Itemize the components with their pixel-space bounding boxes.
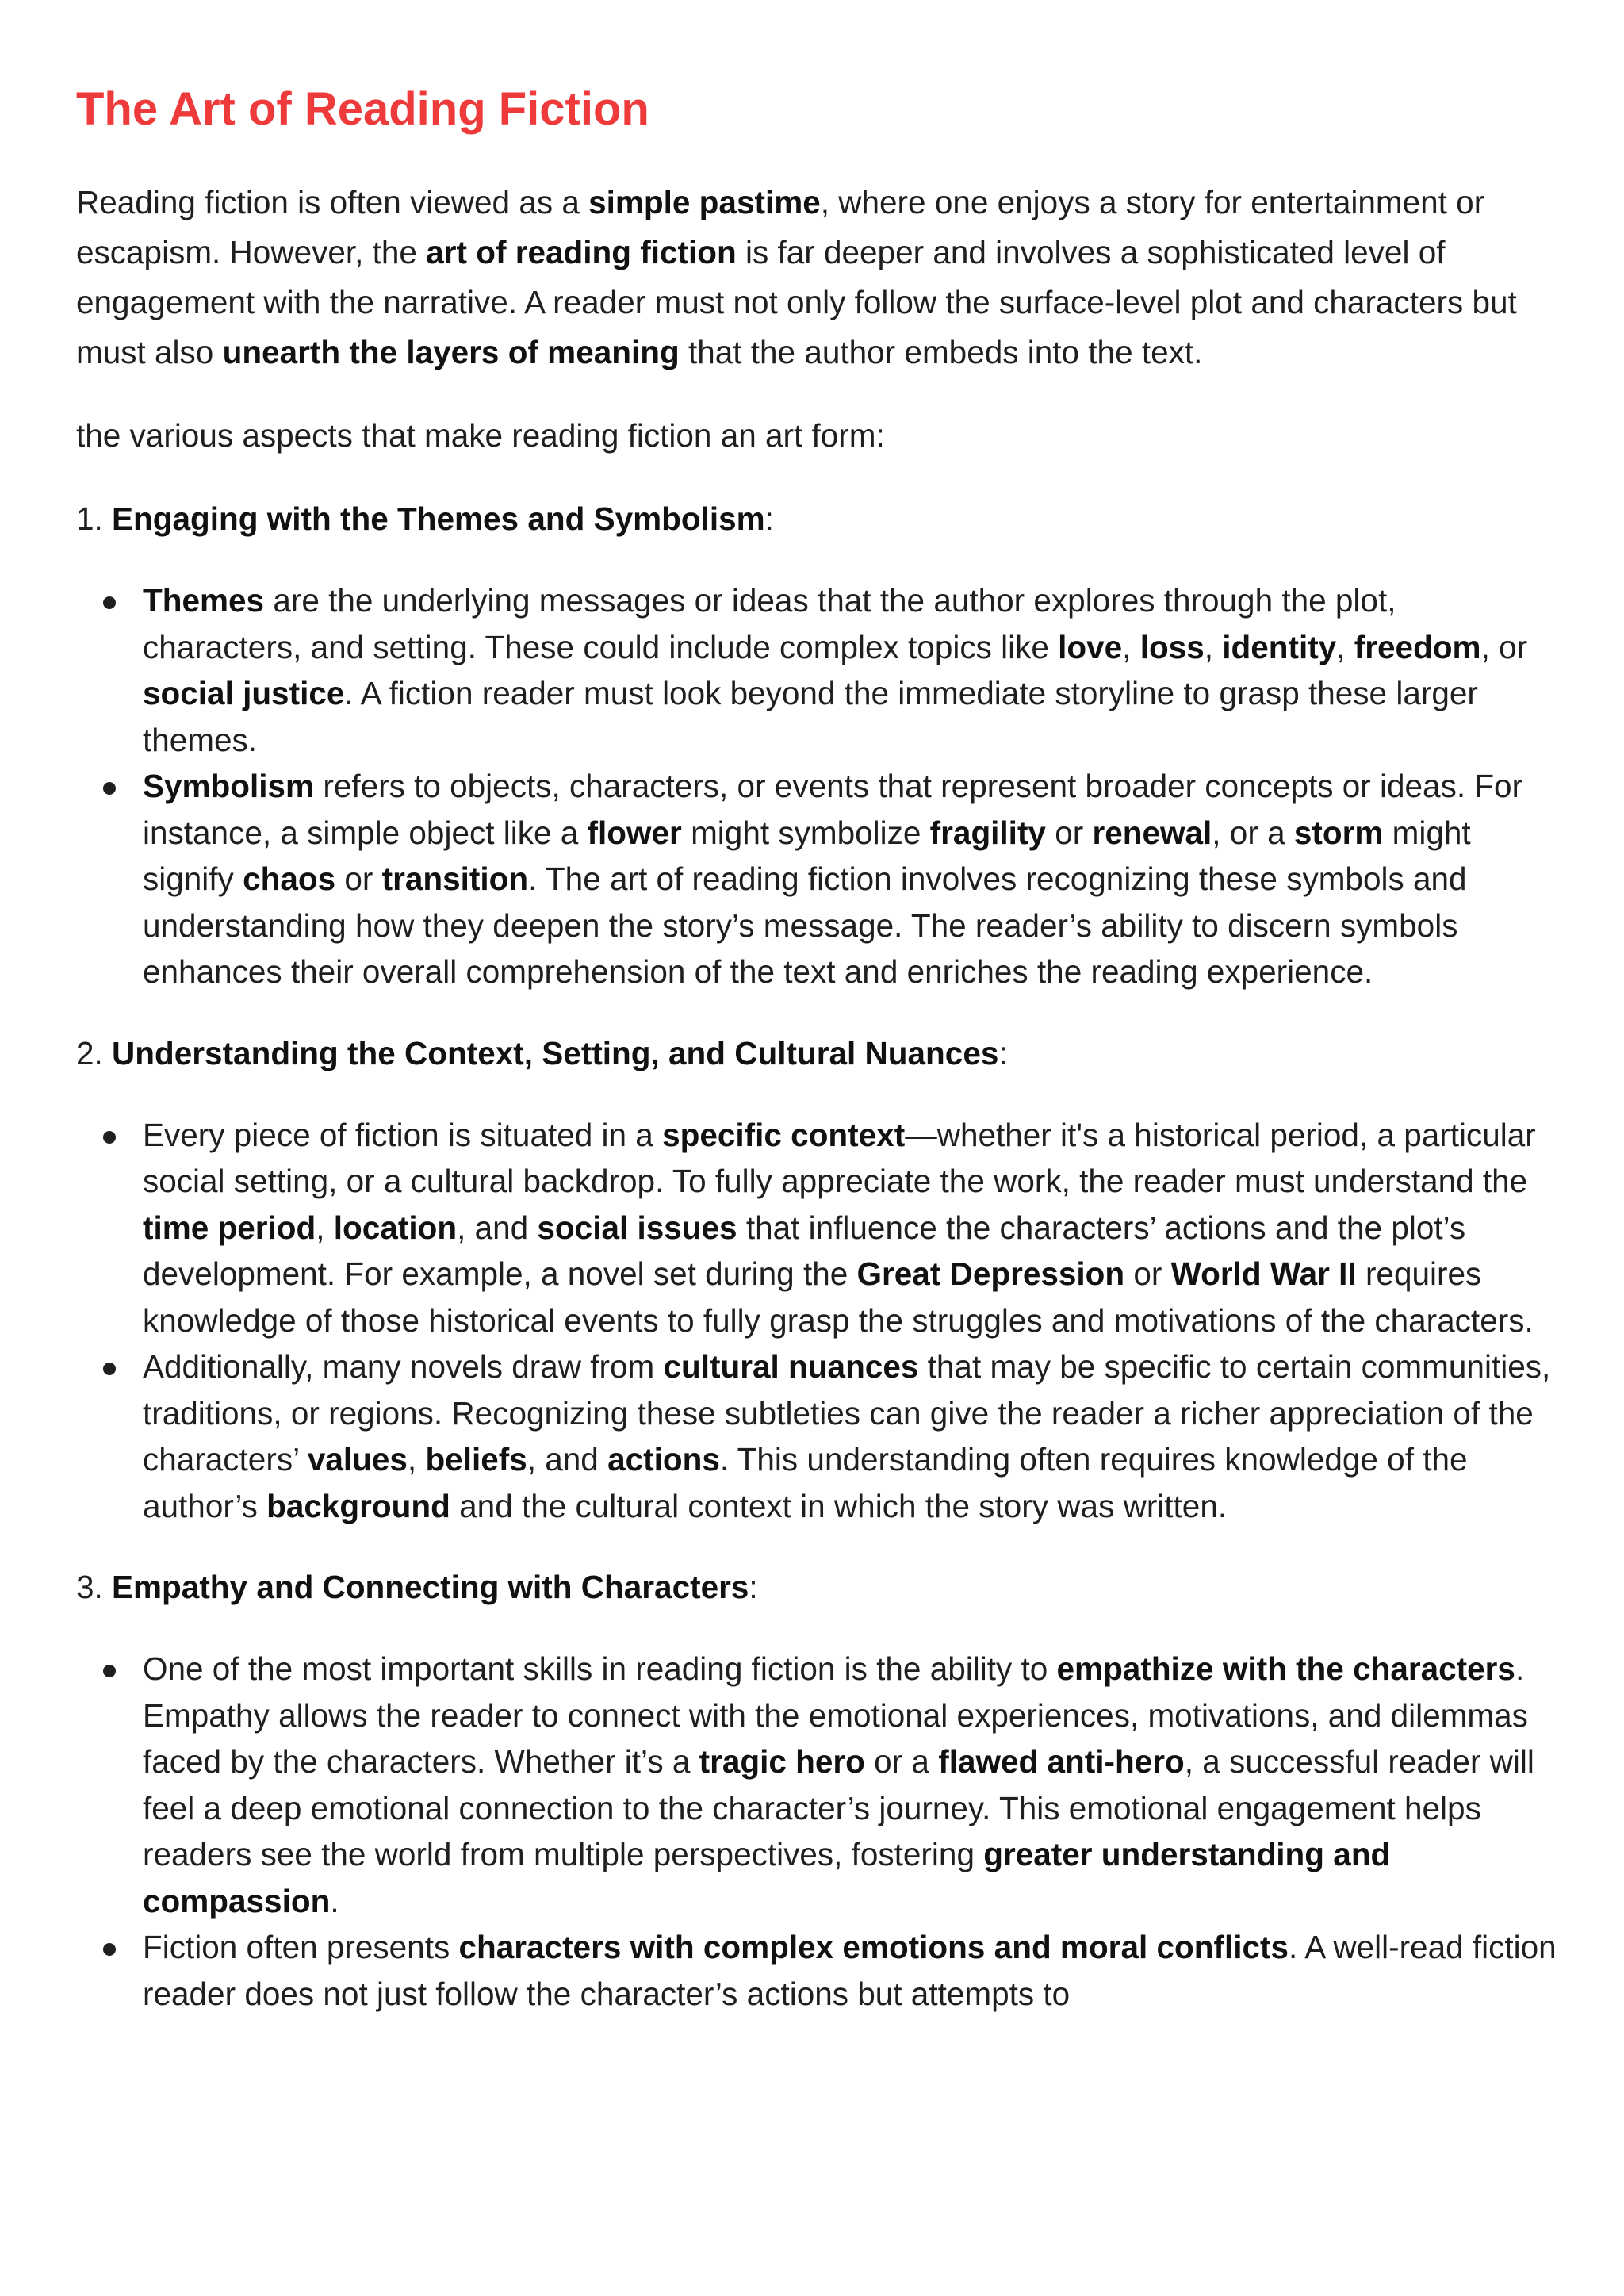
bold-text: characters with complex emotions and moral conflicts bbox=[458, 1929, 1289, 1965]
text-run: , bbox=[316, 1209, 334, 1246]
bold-text: values bbox=[307, 1441, 408, 1478]
text-run: , or a bbox=[1212, 814, 1294, 851]
bold-text: background bbox=[266, 1487, 450, 1524]
text-run: might symbolize bbox=[681, 814, 930, 851]
text-run: Every piece of fiction is situated in a bbox=[143, 1116, 663, 1153]
bold-text: beliefs bbox=[425, 1441, 527, 1478]
section-heading bbox=[76, 494, 1564, 544]
text-run: or bbox=[335, 861, 382, 897]
sections-container bbox=[76, 494, 1564, 2017]
bullet-item bbox=[76, 763, 1564, 995]
text-run: , bbox=[1122, 628, 1140, 665]
text-run: is far deeper and involves a sophisticated level of engagement with the narrative. A reader must not only follow the surface-level plot and characters but must also bbox=[76, 234, 1517, 370]
text-run: . bbox=[330, 1882, 339, 1919]
section-heading-text: Engaging with the Themes and Symbolism bbox=[112, 500, 765, 537]
section-number: 2. bbox=[76, 1034, 113, 1071]
bullet-item bbox=[76, 577, 1564, 763]
text-run: and the cultural context in which the story was written. bbox=[450, 1487, 1228, 1524]
bold-text: social justice bbox=[143, 675, 345, 711]
page-title: The Art of Reading Fiction bbox=[76, 83, 649, 135]
bold-text: social issues bbox=[537, 1209, 737, 1246]
bullet-item bbox=[76, 1646, 1564, 1924]
bold-text: flawed anti-hero bbox=[938, 1743, 1185, 1780]
section-heading-text: Empathy and Connecting with Characters bbox=[112, 1569, 749, 1605]
document-page bbox=[76, 76, 1564, 2050]
section-heading-colon: : bbox=[764, 500, 774, 537]
bullet-item bbox=[76, 1924, 1564, 2017]
text-run: . This understanding often requires knowledge of the author’s bbox=[143, 1441, 1468, 1524]
text-run: , bbox=[1204, 628, 1223, 665]
section-heading bbox=[76, 1029, 1564, 1079]
text-run: Additionally, many novels draw from bbox=[143, 1348, 664, 1385]
text-run: are the underlying messages or ideas that the author explores through the plot, characters, and setting. These could include complex topics like bbox=[143, 582, 1396, 665]
bullet-item bbox=[76, 1343, 1564, 1529]
bold-text: storm bbox=[1293, 814, 1384, 851]
bold-text: art of reading fiction bbox=[426, 234, 737, 270]
intro-paragraph bbox=[76, 178, 1564, 378]
text-run: . Empathy allows the reader to connect with the emotional experiences, motivations, and dilemmas faced by the characters. Whether it’s a bbox=[143, 1650, 1528, 1780]
bold-text: World War II bbox=[1170, 1255, 1357, 1292]
text-run: . A well-read fiction reader does not just follow the character’s actions but attempts to bbox=[143, 1929, 1557, 2012]
bold-text: greater understanding and compassion bbox=[143, 1836, 1391, 1919]
bold-text: loss bbox=[1139, 628, 1205, 665]
text-run: that may be specific to certain communities, traditions, or regions. Recognizing these subtleties can give the reader a richer appreciation of the characters’ bbox=[143, 1348, 1551, 1478]
bold-text: transition bbox=[381, 861, 529, 897]
text-run: , bbox=[407, 1441, 426, 1478]
bullet-item bbox=[76, 1112, 1564, 1344]
text-run: or bbox=[1124, 1255, 1171, 1292]
bold-text: flower bbox=[587, 814, 682, 851]
text-run: or a bbox=[864, 1743, 939, 1780]
bold-text: Great Depression bbox=[856, 1255, 1125, 1292]
bold-text: identity bbox=[1222, 628, 1337, 665]
text-run: , where one enjoys a story for entertainment or escapism. However, the bbox=[76, 184, 1485, 270]
bold-text: location bbox=[333, 1209, 458, 1246]
bold-text: freedom bbox=[1354, 628, 1481, 665]
text-run: . The art of reading fiction involves recognizing these symbols and understanding how they deepen the story’s message. The reader’s ability to discern symbols enhances their overall comprehension of the text and enriches the reading experience. bbox=[143, 861, 1467, 990]
text-run: , bbox=[1336, 628, 1354, 665]
bold-text: chaos bbox=[243, 861, 336, 897]
bold-text: Themes bbox=[143, 582, 265, 619]
bold-text: tragic hero bbox=[699, 1743, 865, 1780]
text-run: , or bbox=[1480, 628, 1528, 665]
text-run: might signify bbox=[143, 814, 1471, 897]
text-run: that influence the characters’ actions and the plot’s development. For example, a novel set during the bbox=[143, 1209, 1466, 1292]
section-number: 3. bbox=[76, 1569, 113, 1605]
section-heading-colon: : bbox=[998, 1034, 1008, 1071]
bullet-list bbox=[76, 577, 1564, 995]
section-heading-text: Understanding the Context, Setting, and Cultural Nuances bbox=[112, 1034, 999, 1071]
bold-text: simple pastime bbox=[588, 184, 821, 220]
bold-text: renewal bbox=[1092, 814, 1212, 851]
section-heading-colon: : bbox=[749, 1569, 758, 1605]
bold-text: specific context bbox=[662, 1116, 906, 1153]
text-run: requires knowledge of those historical events to fully grasp the struggles and motivations of the characters. bbox=[143, 1255, 1534, 1339]
section-heading bbox=[76, 1562, 1564, 1612]
bold-text: time period bbox=[143, 1209, 316, 1246]
bold-text: Symbolism bbox=[143, 768, 315, 804]
text-run: , a successful reader will feel a deep emotional connection to the character’s journey. This emotional engagement helps readers see the world from multiple perspectives, fostering bbox=[143, 1743, 1534, 1872]
bullet-list bbox=[76, 1112, 1564, 1530]
bold-text: cultural nuances bbox=[663, 1348, 919, 1385]
bold-text: actions bbox=[607, 1441, 720, 1478]
bold-text: love bbox=[1058, 628, 1123, 665]
lead-paragraph: the various aspects that make reading fiction an art form: bbox=[76, 417, 885, 454]
bold-text: unearth the layers of meaning bbox=[222, 334, 680, 370]
text-run: Reading fiction is often viewed as a bbox=[76, 184, 589, 220]
bullet-list bbox=[76, 1646, 1564, 2017]
text-run: , and bbox=[457, 1209, 538, 1246]
text-run: One of the most important skills in reading fiction is the ability to bbox=[143, 1650, 1057, 1687]
text-run: —whether it's a historical period, a particular social setting, or a cultural backdrop. To fully appreciate the work, the reader must understand the bbox=[143, 1116, 1536, 1199]
bold-text: empathize with the characters bbox=[1056, 1650, 1515, 1687]
bold-text: fragility bbox=[929, 814, 1046, 851]
text-run: Fiction often presents bbox=[143, 1929, 459, 1965]
text-run: refers to objects, characters, or events that represent broader concepts or ideas. For instance, a simple object like a bbox=[143, 768, 1523, 851]
section-number: 1. bbox=[76, 500, 113, 537]
text-run: , and bbox=[527, 1441, 608, 1478]
text-run: that the author embeds into the text. bbox=[679, 334, 1203, 370]
text-run: or bbox=[1045, 814, 1093, 851]
text-run: . A fiction reader must look beyond the immediate storyline to grasp these larger themes. bbox=[143, 675, 1478, 758]
